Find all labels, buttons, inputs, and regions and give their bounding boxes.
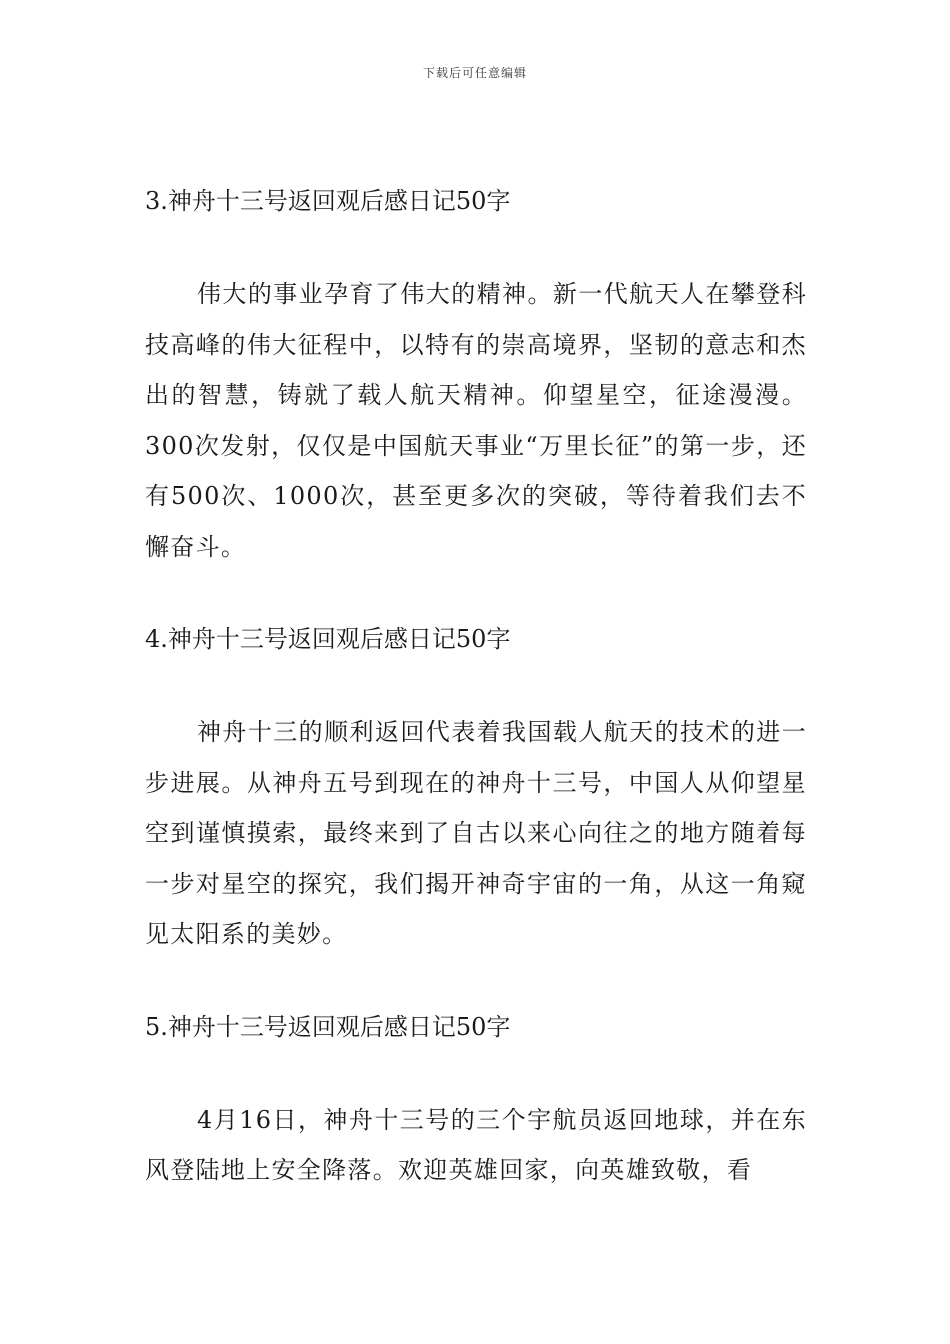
page-header-note: 下载后可任意编辑 xyxy=(422,66,527,80)
section-paragraph-5: 4月16日，神舟十三号的三个宇航员返回地球，并在东风登陆地上安全降落。欢迎英雄回家，向英雄致敬，看 xyxy=(145,1105,807,1184)
section-heading-5: 5.神舟十三号返回观后感日记50字 xyxy=(145,1012,511,1041)
section-paragraph-3: 伟大的事业孕育了伟大的精神。新一代航天人在攀登科技高峰的伟大征程中，以特有的崇高境界，坚韧的意志和杰出的智慧，铸就了载人航天精神。仰望星空，征途漫漫。300次发射，仅仅是中国航天事业“万里长征”的第一步，还有500次、1000次，甚至更多次的突破，等待着我们去不懈奋斗。 xyxy=(145,280,807,561)
section-heading-4: 4.神舟十三号返回观后感日记50字 xyxy=(145,625,511,653)
section-heading-3: 3.神舟十三号返回观后感日记50字 xyxy=(145,187,511,215)
section-paragraph-4: 神舟十三的顺利返回代表着我国载人航天的技术的进一步进展。从神舟五号到现在的神舟十三号，中国人从仰望星空到谨慎摸索，最终来到了自古以来心向往之的地方随着每一步对星空的探究，我们揭开神奇宇宙的一角，从这一角窥见太阳系的美妙。 xyxy=(145,718,807,948)
document-body xyxy=(145,176,807,1196)
